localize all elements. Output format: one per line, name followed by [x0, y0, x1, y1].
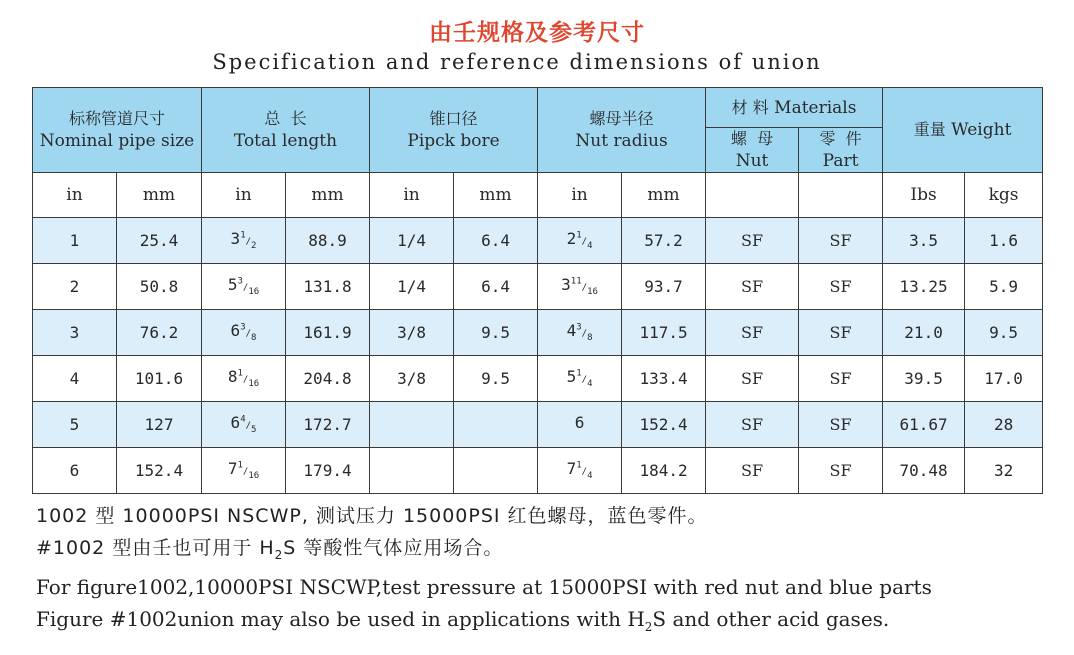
cell-len-mm: 172.7 [286, 402, 370, 448]
whole-number: 8 [227, 367, 238, 387]
header-weight-en: Weight [951, 120, 1012, 140]
cell-nom-in: 4 [33, 356, 117, 402]
unit-cell: in [538, 173, 622, 218]
cell-nom-mm: 152.4 [117, 448, 202, 494]
unit-cell: in [33, 173, 117, 218]
cell-lbs: 21.0 [883, 310, 965, 356]
cell-nut-mat: SF [706, 448, 799, 494]
fraction-slash: / [581, 329, 588, 340]
cell-nut-in [538, 448, 622, 494]
cell-part-mat: SF [799, 310, 883, 356]
table-row [33, 402, 1043, 448]
header-nut-cn: 螺 母 [730, 129, 774, 148]
whole-number: 3 [230, 229, 241, 249]
cell-len-in [202, 356, 286, 402]
cell-kgs: 9.5 [965, 310, 1043, 356]
header-bore-en: Pipck bore [407, 131, 500, 151]
header-weight [883, 88, 1043, 173]
cell-part-mat: SF [799, 264, 883, 310]
note-cn-2 [36, 532, 1036, 571]
cell-lbs: 13.25 [883, 264, 965, 310]
note-cn-1: 1002 型 10000PSI NSCWP, 测试压力 15000PSI 红色螺母，蓝色零件。 [36, 505, 708, 527]
title-chinese: 由壬规格及参考尺寸 [429, 20, 645, 46]
fraction-slash: / [581, 283, 588, 294]
unit-cell: mm [454, 173, 538, 218]
note-en-2-a: Figure #1002union may also be used in applications with H [36, 606, 645, 631]
cell-nut-mat: SF [706, 402, 799, 448]
units-row [33, 173, 1043, 218]
table-body [33, 218, 1043, 494]
cell-lbs: 39.5 [883, 356, 965, 402]
header-part-cn: 零 件 [819, 129, 862, 148]
header-nut-radius [538, 88, 706, 173]
note-cn-2-sub: 2 [274, 547, 284, 562]
notes-section [36, 500, 1036, 643]
fraction-numerator: 1 [240, 231, 246, 242]
cell-bore-in [370, 448, 454, 494]
fraction-numerator: 1 [237, 461, 243, 472]
header-bore [370, 88, 538, 173]
fraction-denominator: 4 [587, 471, 593, 482]
cell-nut-mat: SF [706, 356, 799, 402]
fraction-denominator: 16 [248, 379, 260, 390]
fraction-denominator: 2 [251, 241, 257, 252]
fraction-denominator: 8 [587, 333, 593, 344]
header-nut-radius-en: Nut radius [575, 131, 668, 151]
unit-cell: mm [286, 173, 370, 218]
table-row [33, 448, 1043, 494]
cell-nut-mm: 152.4 [622, 402, 706, 448]
fraction-slash: / [581, 467, 588, 478]
fraction-denominator: 16 [587, 287, 598, 298]
cell-nom-in: 1 [33, 218, 117, 264]
cell-bore-in: 3/8 [370, 356, 454, 402]
fraction-numerator: 4 [240, 415, 246, 426]
cell-len-in [202, 402, 286, 448]
fraction-numerator: 1 [576, 461, 582, 472]
header-nut-radius-cn: 螺母半径 [589, 109, 654, 128]
cell-len-mm: 131.8 [286, 264, 370, 310]
table-row [33, 264, 1043, 310]
cell-len-mm: 161.9 [286, 310, 370, 356]
note-en-2-b: S and other acid gases. [652, 606, 890, 631]
cell-nut-in [538, 356, 622, 402]
cell-len-mm: 88.9 [286, 218, 370, 264]
fraction-slash: / [242, 283, 249, 294]
unit-cell: mm [622, 173, 706, 218]
fraction-slash: / [581, 375, 588, 386]
cell-bore-in: 1/4 [370, 218, 454, 264]
cell-nom-mm: 76.2 [117, 310, 202, 356]
header-nominal-size [33, 88, 202, 173]
cell-nom-mm: 50.8 [117, 264, 202, 310]
cell-nom-in: 2 [33, 264, 117, 310]
fraction-numerator: 3 [237, 277, 243, 288]
unit-cell: mm [117, 173, 202, 218]
cell-kgs: 32 [965, 448, 1043, 494]
fraction-denominator: 16 [248, 471, 260, 482]
fraction-slash: / [581, 237, 588, 248]
header-nominal-en: Nominal pipe size [39, 131, 195, 151]
fraction-numerator: 1 [576, 231, 582, 242]
note-en-2 [36, 603, 1036, 643]
cell-bore-in: 3/8 [370, 310, 454, 356]
cell-bore-mm: 6.4 [454, 264, 538, 310]
whole-number: 6 [574, 413, 585, 433]
cell-nut-in [538, 264, 622, 310]
cell-bore-mm: 9.5 [454, 310, 538, 356]
cell-part-mat: SF [799, 356, 883, 402]
unit-cell: in [370, 173, 454, 218]
cell-len-in [202, 218, 286, 264]
header-total-length [202, 88, 370, 173]
cell-len-in [202, 448, 286, 494]
header-total-en: Total length [233, 131, 338, 151]
whole-number: 4 [566, 321, 577, 341]
unit-cell: kgs [965, 173, 1043, 218]
cell-bore-mm [454, 402, 538, 448]
cell-nom-in: 3 [33, 310, 117, 356]
cell-nut-mat: SF [706, 310, 799, 356]
cell-nut-mm: 184.2 [622, 448, 706, 494]
fraction-denominator: 4 [587, 241, 593, 252]
fraction-numerator: 1 [237, 369, 243, 380]
specification-table [32, 87, 1043, 494]
header-materials-en: Materials [774, 97, 857, 118]
cell-part-mat: SF [799, 448, 883, 494]
whole-number: 6 [230, 321, 241, 341]
whole-number: 7 [227, 459, 238, 479]
cell-nom-mm: 127 [117, 402, 202, 448]
fraction-numerator: 1 [576, 369, 582, 380]
header-total-cn: 总 长 [264, 109, 307, 128]
cell-nut-mm: 117.5 [622, 310, 706, 356]
whole-number: 6 [230, 413, 241, 433]
cell-part-mat: SF [799, 402, 883, 448]
cell-nom-mm: 101.6 [117, 356, 202, 402]
title-english: Specification and reference dimensions of union [212, 50, 822, 74]
fraction-denominator: 4 [587, 379, 593, 390]
cell-lbs: 61.67 [883, 402, 965, 448]
header-weight-cn: 重量 [913, 120, 946, 139]
note-cn-2-b: S 等酸性气体应用场合。 [283, 537, 504, 559]
cell-bore-mm: 9.5 [454, 356, 538, 402]
cell-len-in [202, 310, 286, 356]
cell-nut-mm: 133.4 [622, 356, 706, 402]
header-part-en: Part [822, 151, 859, 171]
fraction-numerator: 3 [240, 323, 246, 334]
cell-nut-mat: SF [706, 218, 799, 264]
unit-cell [706, 173, 799, 218]
header-materials [706, 88, 883, 128]
header-part-material [799, 128, 883, 173]
whole-number: 7 [566, 459, 577, 479]
whole-number: 5 [227, 275, 238, 295]
fraction-numerator: 11 [570, 277, 582, 288]
cell-nut-in [538, 402, 622, 448]
cell-nut-mm: 57.2 [622, 218, 706, 264]
fraction-slash: / [245, 421, 252, 432]
cell-nut-mm: 93.7 [622, 264, 706, 310]
header-materials-cn: 材 料 [731, 97, 769, 117]
note-en-1: For figure1002,10000PSI NSCWP,test pressure at 15000PSI with red nut and blue parts [36, 574, 932, 599]
cell-len-in [202, 264, 286, 310]
cell-kgs: 28 [965, 402, 1043, 448]
cell-kgs: 17.0 [965, 356, 1043, 402]
cell-nom-in: 5 [33, 402, 117, 448]
cell-nut-in [538, 310, 622, 356]
cell-lbs: 70.48 [883, 448, 965, 494]
header-nut-material [706, 128, 799, 173]
unit-cell: Ibs [883, 173, 965, 218]
table-row [33, 356, 1043, 402]
fraction-slash: / [242, 467, 249, 478]
whole-number: 3 [561, 275, 571, 295]
fraction-numerator: 3 [576, 323, 582, 334]
fraction-denominator: 5 [251, 425, 257, 436]
cell-nut-mat: SF [706, 264, 799, 310]
cell-bore-mm [454, 448, 538, 494]
table-row [33, 310, 1043, 356]
cell-kgs: 1.6 [965, 218, 1043, 264]
cell-part-mat: SF [799, 218, 883, 264]
cell-len-mm: 179.4 [286, 448, 370, 494]
unit-cell [799, 173, 883, 218]
cell-nut-in [538, 218, 622, 264]
fraction-slash: / [245, 329, 252, 340]
fraction-denominator: 16 [248, 287, 260, 298]
cell-bore-in: 1/4 [370, 264, 454, 310]
note-en-2-sub: 2 [644, 619, 653, 634]
fraction-slash: / [245, 237, 252, 248]
cell-bore-in [370, 402, 454, 448]
cell-bore-mm: 6.4 [454, 218, 538, 264]
cell-len-mm: 204.8 [286, 356, 370, 402]
fraction-slash: / [242, 375, 249, 386]
unit-cell: in [202, 173, 286, 218]
cell-kgs: 5.9 [965, 264, 1043, 310]
header-nut-en: Nut [735, 151, 769, 171]
cell-nom-in: 6 [33, 448, 117, 494]
cell-nom-mm: 25.4 [117, 218, 202, 264]
header-nominal-cn: 标称管道尺寸 [68, 109, 165, 128]
whole-number: 2 [566, 229, 577, 249]
cell-lbs: 3.5 [883, 218, 965, 264]
note-cn-2-a: #1002 型由壬也可用于 H [36, 537, 275, 559]
whole-number: 5 [566, 367, 577, 387]
table-row [33, 218, 1043, 264]
fraction-denominator: 8 [251, 333, 257, 344]
header-bore-cn: 锥口径 [429, 109, 478, 128]
